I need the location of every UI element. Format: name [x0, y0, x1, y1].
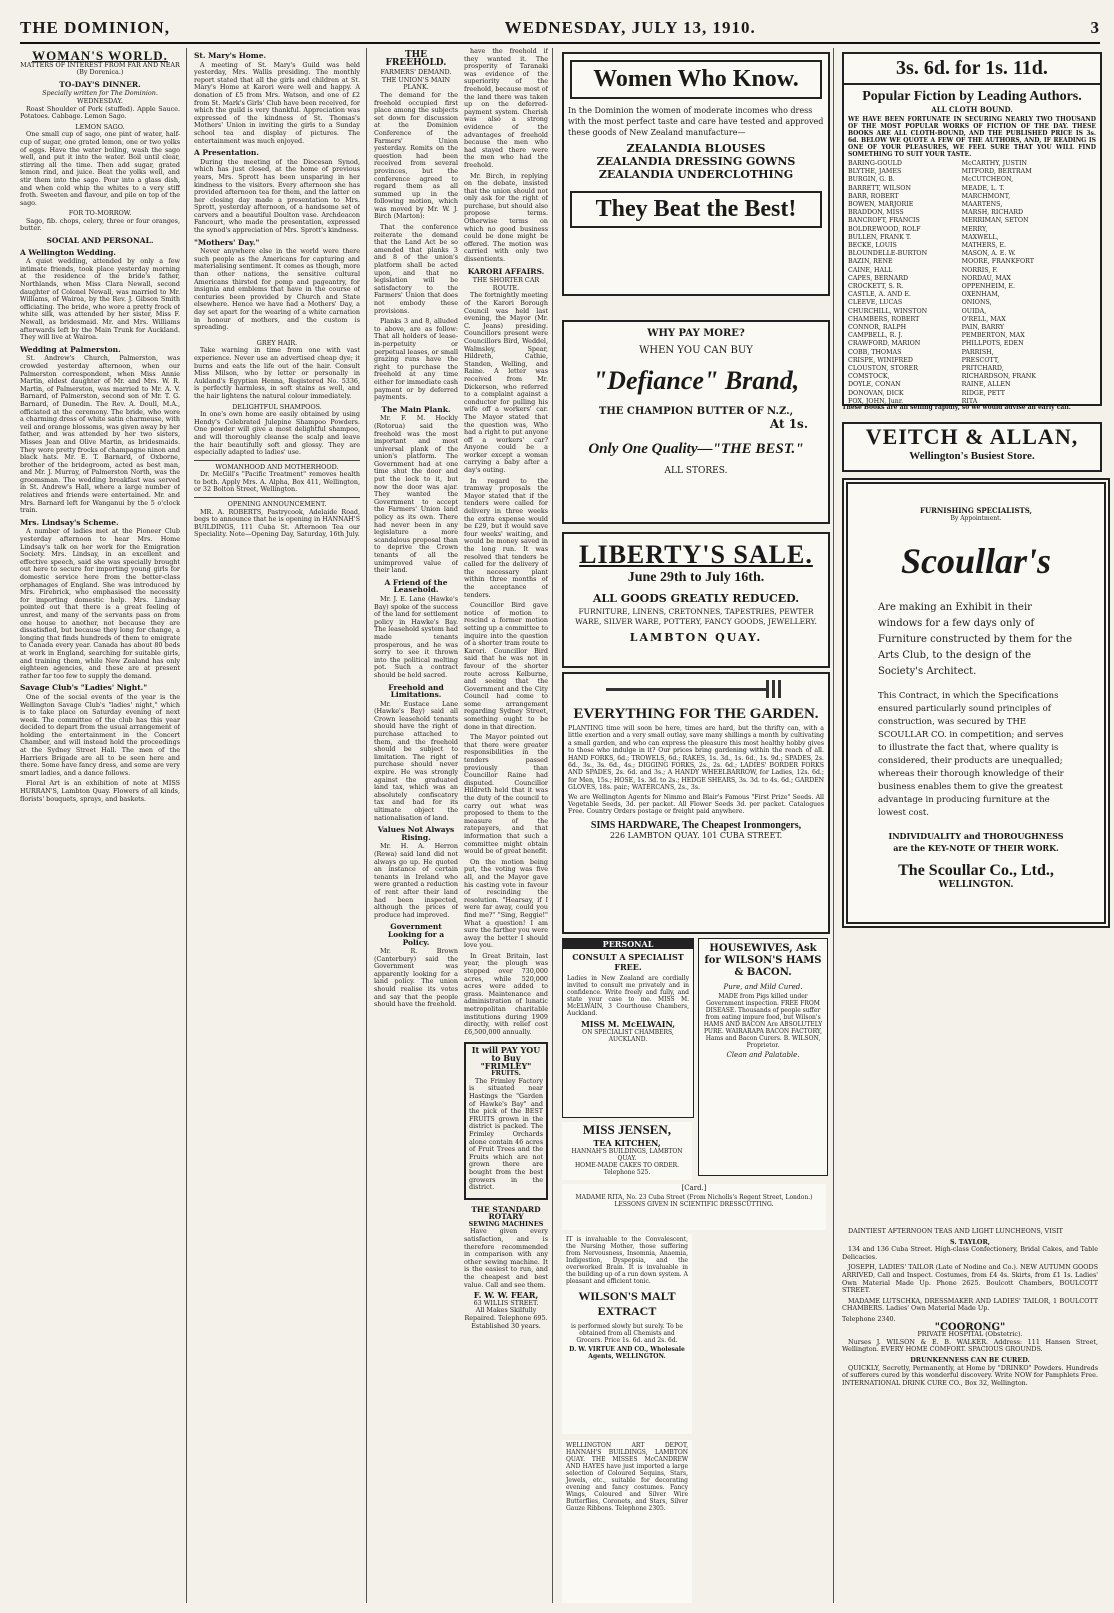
advert-text: Floral Art is an exhibition of note at MISS HURRAN'S, Lambton Quay. Flowers of all kinds, florists' bouquets, sprays, and baskets. [20, 779, 180, 803]
article-text: Mr. F. M. Hockly (Rotorua) said the freehold was the most important and most universal plank of the union's platform. The Government had at one time shut the door and put the lock to it, but now the door was ajar. They wanted the Government to accept the Farmers' Union land policy as its own. There had never been in any legislature a more scandalous proposal than to deprive the Crown tenants of all the unimproved value of their land. [374, 414, 458, 575]
author-name: MEADE, L. T. [961, 184, 1005, 192]
article-text: On the motion being put, the voting was five all, and the Mayor gave his casting vote in favour of rescinding the resolution. "Hearsay, if I were far away, could you find me?" "Sing, Reggie!" What a question! I am sure the farther you were away the better I should love you. [464, 857, 548, 950]
author-name: PEMBERTON, MAX [961, 332, 1025, 340]
author-name: CAINE, HALL [848, 266, 893, 274]
article-text: Mr. H. A. Herron (Rewa) said land did not always go up. He quoted an instance of certain tenants in Ireland who were granted a reduction of rent after their land had been inspected, although the prices of produce had improved. [374, 842, 458, 919]
ad-quality: Only One Quality—"THE BEST." [588, 441, 804, 457]
menu-text: Roast Shoulder of Pork (stuffed). Apple Sauce. Potatoes. Cabbage. Lemon Sago. [20, 104, 180, 121]
column-rule [186, 48, 187, 1603]
author-table [844, 160, 1100, 406]
ad-text: Are making an Exhibit in their windows for a few days only of Furniture constructed by them for the Arts Club, to the design of the Society's Architect. [878, 602, 1073, 677]
ad-text: Ladies in New Zealand are cordially invited to consult me privately and in confidence. Write freely and fully, and state your case to me. MISS M. McELWAIN, 3 Courthouse Chambers, Auckland. [567, 975, 689, 1017]
author-name: MARSH, RICHARD [961, 209, 1024, 217]
author-name: PRITCHARD, [961, 365, 1004, 373]
ad-fiction [842, 52, 1102, 406]
ad-heading: WHY PAY MORE? [647, 328, 745, 339]
ad-subheading: ALL CLOTH BOUND. [931, 105, 1013, 114]
article-text: During the meeting of the Diocesan Synod, which has just closed, at the home of previous years, Mrs. Sprott has been unsparing in her kindness to the visitors. Every afternoon she has provided afternoon tea for them, and the latter on her closing day made a presentation to Mrs. Sprott, yesterday afternoon, of a handsome set of carvers and a beautiful Doulton vase. Archdeacon Fancourt, who made the presentation, expressed the synod's appreciation of Mrs. Sprott's kindness. [194, 157, 360, 235]
ad-veitch-allan [842, 422, 1102, 472]
article-heading: Savage Club's "Ladies' Night." [20, 683, 148, 693]
ad-slogan: They Beat the Best! [570, 191, 822, 228]
author-name: BARING-GOULD [848, 160, 902, 167]
ad-text: In the Dominion the women of moderate incomes who dress with the most perfect taste and care have tested and approved these goods of New Zealand manufacture— [568, 106, 824, 137]
author-name: NORRIS, F. [961, 266, 998, 274]
recipe-heading: LEMON SAGO. [75, 122, 125, 131]
ad-standard-rotary [464, 1206, 548, 1331]
author-name: CAMPBELL, R. J. [848, 332, 903, 340]
ad-name: "COORONG" [934, 1321, 1006, 1333]
author-name: BURGIN, G. B. [848, 176, 895, 184]
article-text: In regard to the tramway proposals the Mayor stated that if the tenders were called for delivery in three weeks the extra expense would be £29, but it would save four weeks' waiting, and would be money saved in the long run. It was resolved that tenders be called for the delivery of the necessary plant within three months of the acceptance of tenders. [464, 476, 548, 599]
article-text: Planks 3 and 8, alluded to above, are as follow: That all holders of lease-in-perpetuity or perpetual leases, or small grazing runs have the right to purchase the freehold at any time either for immediate cash payment or by deferred payments. [374, 317, 458, 402]
author-name: BLOUNDELLE-BURTON [848, 250, 928, 258]
ad-text: We are Wellington Agents for Nimmo and Blair's Famous "First Prize" Seeds. All Vegetable Seeds, 3d. per packet. All Flower Seeds 3d. per packet. Catalogues Free. Country Orders postage or freight paid anywhere. [568, 793, 824, 816]
author-name: CRISPE, WINIFRED [848, 356, 913, 364]
article-text: One of the social events of the year is the Wellington Savage Club's "ladies' night," which is to take place on Saturday evening of next week. The committee of the club has this year decided to depart from the usual arrangement of holding the entertainment in the Concert Chamber, and will instead hold the proceedings at the Sydney Street Hall. The men of the Harriers Brigade are all to be seen here and there. Some have fancy dress, and some are very smart ladies, and a dance follows. [20, 692, 180, 777]
ad-company: The Scoullar Co., Ltd., [898, 862, 1054, 879]
ad-heading: DRUNKENNESS CAN BE CURED. [910, 1355, 1030, 1364]
author-list-right [958, 160, 1100, 406]
article-text: St. Andrew's Church, Palmerston, was crowded yesterday afternoon, when our Palmerston correspondent, when Miss Annie Martin, eldest daughter of Mr. and Mrs. W. R. Martin, of Palmerston, was married to Mr. A. V. Barnard, of Palmerston, second son of Mr. T. G. Barnard, of Dunedin. The Rev. A. Doull, M.A., officiated at the ceremony. The bride, who wore a charming dress of white satin charmeuse, with veil and orange blossoms, was given away by her father, and was attended by her two sisters, Misses Jean and Olive Martin, as bridesmaids. They wore pretty frocks of champagne ninon and black hats. Mr. E. T. Barnard, of Oxborne, brother of the bridegroom, acted as best man, and Mr. J. Murray, of Palmerston North, was the groomsman. The wedding breakfast was served in St. Andrew's Hall, where a large number of relatives and friends were entertained. Mr. and Mrs. Barnard left for Wanganui by the 5 o'clock train. [20, 354, 180, 515]
ad-text: IT is invaluable to the Convalescent, the Nursing Mother, those suffering from Nervousness, Insomnia, Anaemia, Indigestion, Dyspepsia, and the overworked Brain. It is invaluable in the building up of a run down system. A pleasant and efficient tonic. [566, 1236, 688, 1285]
author-name: BRADDON, MISS [848, 209, 904, 217]
author-name: BARRETT, WILSON [848, 184, 911, 192]
ad-rita [562, 1184, 826, 1230]
article-text: In Great Britain, last year, the plough was stepped over 730,000 acres, while 520,000 acres were added to grass. Maintenance and administration of lunatic metropolitan charitable institutions during 1909 directly, with relief cost £6,500,000 annually. [464, 951, 548, 1036]
author-name: RAINE, ALLEN [961, 381, 1011, 389]
column-rule [833, 48, 834, 1603]
ad-text: Have given every satisfaction, and is therefore recommended in comparison with any other sewing machine. It is the easiest to run, and the cheapest and best value. Call and see them. [464, 1227, 548, 1289]
author-name: BECKE, LOUIS [848, 242, 897, 250]
masthead [20, 14, 1100, 44]
ad-line: ZEALANDIA BLOUSES [626, 142, 766, 155]
article-heading: A Friend of the Leasehold. [384, 577, 448, 595]
ad-name: S. TAYLOR, [949, 1237, 991, 1246]
ad-address: 63 WILLIS STREET. [473, 1298, 539, 1307]
ad-subtitle: SEWING MACHINES [468, 1219, 544, 1228]
ad-address: ON SPECIALIST CHAMBERS, AUCKLAND. [582, 1029, 674, 1043]
article-text: The fortnightly meeting of the Karori Borough Council was held last evening, the Mayor (Mr. C. Jeans) presiding. Councillors present were Councillors Bird, Weddel, Walmsley, Spear, Hildreth, Cathie, Standen, Welling, and Raine. A letter was received from Mr. Dickerson, who referred to a complaint against a conductor for pulling his wife off a workers' car. The Mayor stated that the question was, Who had a right to put anyone off a workers' car? Anyone could be a worker except a woman carrying a baby after a day's outing. [464, 291, 548, 475]
column-freehold [374, 48, 458, 1603]
ad-address: 226 LAMBTON QUAY. 101 CUBA STREET. [609, 830, 783, 840]
ad-address: LAMBTON QUAY. [629, 631, 763, 644]
ad-text: MADAME LUTSCHKA, DRESSMAKER AND LADIES' TAILOR, 1 BOULCOTT CHAMBERS. Ladies' Own Material Made Up. [842, 1296, 1098, 1313]
article-heading: KARORI AFFAIRS. [467, 266, 545, 276]
ad-text: All Makes Skilfully Repaired. Telephone 695. Established 30 years. [464, 1306, 548, 1330]
page-number: 3 [1090, 18, 1100, 37]
ad-text: DAINTIEST AFTERNOON TEAS AND LIGHT LUNCHEONS, VISIT [848, 1228, 1063, 1235]
dinner-subheading: Specially written for The Dominion. [42, 89, 158, 98]
author-name: RITA [961, 397, 978, 405]
author-name: FOX, JOHN, Junr. [848, 397, 904, 405]
author-name: BOLDREWOOD, ROLF [848, 225, 921, 233]
article-subtitle: THE SHORTER CAR ROUTE. [472, 276, 540, 292]
column-rule [552, 48, 553, 1603]
ad-scoullar [842, 478, 1110, 928]
author-name: BOWEN, MARJORIE [848, 201, 914, 209]
article-text: A number of ladies met at the Pioneer Club yesterday afternoon to hear Mrs. Home Lindsay's talk on her work for the Emigration Society. Mrs. Lindsay, in an excellent and effective speech, said she was specially brought out here to secure for importing young girls for domestic service here from the better-class orphanages of England. She was introduced by Mrs. Firebrick, who emphasised the necessity for importing domestic help. Mrs. Lindsay pointed out that there is a great feeling of unrest, and many of the servants pass on from one house to another, not because they are dissatisfied, but because they long for change, a longing that finds hundreds of them to emigrate to Canada every year. Canada has about 80 beds at work in England, searching for suitable girls, and training them, while New Zealand has only eighteen agencies, and these are at present rather far too few to supply the demand. [20, 527, 180, 680]
author-name: CLOUSTON, STORER [848, 365, 919, 373]
ad-brand: "Defiance" Brand, [592, 366, 800, 395]
author-name: OUIDA, [961, 307, 987, 315]
author-name: MITFORD, BERTRAM [961, 168, 1032, 176]
section-subtitle: MATTERS OF INTEREST FROM FAR AND NEAR [20, 60, 180, 69]
ad-liberty [562, 532, 830, 668]
column-small-ads [842, 1228, 1098, 1603]
ad-card: [Card.] [681, 1184, 707, 1192]
masthead-left: THE DOMINION, [20, 18, 170, 37]
author-name: MASON, A. E. W. [961, 250, 1016, 258]
ad-jensen [562, 1122, 692, 1180]
author-name: COBB, THOMAS [848, 348, 902, 356]
article-heading: Wedding at Palmerston. [20, 344, 121, 354]
article-text: Mr. R. Brown (Canterbury) said the Government was apparently looking for a land policy. The union should realise its votes and say that the people should have the freehold. [374, 947, 458, 1009]
advert-text: Dr. McGill's "Pacific Treatment" removes health to both. Apply Mrs. A. Alpha, Box 411, Wellington, or 32 Bolton Street, Wellington. [194, 470, 360, 494]
ad-title: HOUSEWIVES, Ask for WILSON'S HAMS & BACON. [704, 943, 822, 978]
article-text: That the conference reiterate the demand that the Land Act be so amended that planks 3 and 8 of the union's platform shall be acted upon, and that no legislation will be satisfactory to the Farmers' Union that does not embody these provisions. [374, 223, 458, 315]
garden-fork-icon [596, 678, 796, 702]
author-name: MATHERS, E. [961, 242, 1007, 250]
author-name: PRESCOTT, [961, 356, 1000, 364]
ad-heading: FURNISHING SPECIALISTS, [920, 506, 1032, 515]
byline: (By Dorenica.) [76, 68, 124, 77]
ad-title: LIBERTY'S SALE. [579, 540, 813, 569]
social-heading: SOCIAL AND PERSONAL. [46, 236, 154, 246]
author-name: CASTLE, A. AND E. [848, 291, 911, 299]
article-text: The demand for the freehold occupied first place among the subjects set down for discussion at the Dominion Conference of the Farmers' Union yesterday. Remits on the question had been received from several provinces, but the conference agreed to regard them as all summed up in the following motion, which was moved by Mr. W. J. Birch (Marton): [374, 90, 458, 221]
ad-subheading: By Appointment. [950, 515, 1002, 522]
article-text: Never anywhere else in the world were there such people as the Americans for capturing and materialising sentiment. It comes as though, more than other nations, the sensitive cultural Americans thirsted for pomp and pageantry, for insignia and emblems that have in the course of centuries been provided by Church and State elsewhere. Hence we have had a Mothers' Day, a day set apart for the wearing of a white carnation in honour of mothers, and the custom is spreading. [194, 247, 360, 332]
author-name: CHAMBERS, ROBERT [848, 315, 920, 323]
ad-city: WELLINGTON. [938, 880, 1014, 890]
author-name: BANCROFT, FRANCIS [848, 217, 920, 225]
author-name: RICHARDSON, FRANK [961, 373, 1036, 381]
ad-heading: Popular Fiction by Leading Authors. [862, 89, 1082, 104]
ad-text: QUICKLY, Secretly, Permanently, at Home by "DRINKO" Powders. Hundreds of sufferers cured by this wonderful discovery. Write NOW for Pamphlets Free. INTERNATIONAL DRINK CURE CO., Box 32, Wellington. [842, 1363, 1098, 1387]
author-list-left [844, 160, 958, 406]
author-name: COMSTOCK, [848, 373, 890, 381]
author-name: BAZIN, RENE [848, 258, 893, 266]
author-name: OXENHAM, [961, 291, 1000, 299]
article-heading: "Mothers' Day." [194, 237, 260, 247]
fiction-footer: These Books are all selling rapidly, so we would advise an early call. [842, 404, 1071, 411]
advert-heading: DELIGHTFUL SHAMPOOS. [232, 402, 322, 411]
author-name: BLYTHE, JAMES [848, 168, 902, 176]
tomorrow-heading: FOR TO-MORROW. [68, 209, 132, 218]
column-social [194, 48, 360, 1603]
article-heading: A Presentation. [194, 148, 259, 158]
author-name: MAARTENS, [961, 201, 1003, 209]
ad-title: Women Who Know. [570, 60, 822, 99]
ad-text: TEA KITCHEN, [593, 1138, 661, 1148]
ad-text: is performed slowly but surely. To be obtained from all Chemists and Grocers. Price 1s. 6d. and 2s. 6d. [571, 1323, 683, 1344]
advert-heading: WOMANHOOD AND MOTHERHOOD. [194, 460, 360, 472]
advert-text: Take warning in time from one with vast experience. Never use an advertised cheap dye; it burns and eats the life out of the hair. Consult Miss Milson, who by letter or personally in Aukland's Egyptian Henna, Registered No. 5336, is perfectly harmless, in soft stains as well, and the hair lightens the natural colour immediately. [194, 346, 360, 400]
ad-title: 3s. 6d. for 1s. 11d. [844, 54, 1100, 85]
ad-title: WILSON'S MALT EXTRACT [578, 1289, 676, 1318]
ad-text: THE CHAMPION BUTTER OF N.Z., [598, 406, 794, 417]
author-name: CROCKETT, S. R. [848, 283, 904, 291]
ad-text: WELLINGTON ART DEPOT, HANNAH'S BUILDINGS, LAMBTON QUAY. THE MISSES McCANDREW AND HAYES have just imported a large selection of Coloured Sequins, Stars, Jewels, etc., suitable for decorating evening and fancy costumes. Fancy Wings, Coloured and Silver Wire Butterflies, Coronets, and Stars, Silver Gauze Ribbons. Telephone 2305. [566, 1442, 688, 1512]
ad-sims-garden [562, 672, 830, 934]
article-text: Mr. J. E. Lane (Hawke's Bay) spoke of the success of the land for settlement policy in Hawke's Bay. The leasehold system had made tenants prosperous, and he was sorry to see it thrown into the political melting pot. Such a contract should be held sacred. [374, 594, 458, 679]
ad-text: FURNITURE, LINENS, CRETONNES, TAPESTRIES, PEWTER WARE, SILVER WARE, POTTERY, FANCY GOODS, JEWELLERY. [575, 607, 817, 626]
article-heading: Mrs. Lindsay's Scheme. [20, 517, 119, 527]
author-name: CLEEVE, LUCAS [848, 299, 903, 307]
author-name: CONNOR, RALPH [848, 324, 907, 332]
column-rule [366, 48, 367, 1603]
ad-price: At 1s. [769, 417, 808, 431]
advert-heading: GREY HAIR. [256, 338, 298, 347]
column-karori [464, 48, 548, 1603]
ad-title: THE STANDARD ROTARY [471, 1204, 541, 1222]
dinner-heading: TO-DAY'S DINNER. [59, 79, 141, 89]
ad-text: HOME-MADE CAKES TO ORDER. Telephone 525. [574, 1162, 680, 1176]
article-heading: Freehold and Limitations. [388, 682, 444, 700]
author-name: NORDAU, MAX [961, 274, 1011, 282]
ad-subtitle: Wellington's Busiest Store. [909, 450, 1035, 462]
author-name: CHURCHILL, WINSTON [848, 307, 928, 315]
ad-side: Clean and Palatable. [726, 1051, 800, 1059]
author-name: MERRY, [961, 225, 988, 233]
advert-heading: OPENING ANNOUNCEMENT. [194, 497, 360, 509]
ad-text: 134 and 136 Cuba Street. High-class Confectionery, Bridal Cakes, and Table Delicacies. [842, 1245, 1098, 1261]
ad-name: MISS JENSEN, [582, 1122, 672, 1137]
ad-text: WE HAVE BEEN FORTUNATE IN SECURING NEARLY TWO THOUSAND OF THE MOST POPULAR WORKS OF FICTION OF THE DAY. THESE BOOKS ARE ALL CLOTH-BOUND, AND THE PUBLISHED PRICE IS 3s. 6d. BELOW WE QUOTE A FEW OF THE AUTHORS, AND, IF READING IS ONE OF YOUR PLEASURES, WE FEEL SURE THAT YOU WILL FIND SOMETHING TO SUIT YOUR TASTE. [848, 116, 1096, 158]
section-title: WOMAN'S WORLD. [32, 48, 168, 63]
article-subtitle: THE UNION'S MAIN PLANK. [381, 75, 451, 92]
ad-title: Scoullar's [900, 541, 1052, 581]
ad-agent: D. W. VIRTUE AND CO., Wholesale Agents, WELLINGTON. [569, 1346, 685, 1360]
ad-text: Nurses J. WILSON & E. B. WALKER. Address: 111 Hansen Street, Wellington. EVERY HOME COMFORT. SPACIOUS GROUNDS. [842, 1337, 1098, 1354]
author-name: McCUTCHEON, [961, 176, 1014, 184]
author-name: PAIN, BARRY [961, 324, 1005, 332]
author-name: PARRISH, [961, 348, 994, 356]
ad-text: MADAME RITA, No. 23 Cuba Street (From Nicholls's Regent Street, London.) LESSONS GIVEN IN SCIENTIFIC DRESSCUTTING. [575, 1194, 813, 1208]
author-name: McCARTHY, JUSTIN [961, 160, 1027, 167]
ad-title: CONSULT A SPECIALIST FREE. [572, 952, 684, 972]
ad-text: This Contract, in which the Specifications ensured particularly sound principles of construction, was secured by THE SCOULLAR CO. in competition; and serves to illustrate the fact that, where quality is considered, their products are unequalled; whereas their thorough knowledge of their business enables them to give the greatest advantage in producing furniture at the lowest cost. [878, 691, 1064, 818]
column-womans-world [20, 48, 180, 1603]
article-title: THE FREEHOLD. [385, 50, 447, 68]
ad-subtitle: FRUITS. [491, 1069, 521, 1078]
article-text: A meeting of St. Mary's Guild was held yesterday, Mrs. Wallis presiding. The monthly report stated that all the girls and children at St. Mary's Home at Karori were well and happy. A donation of £5 from Mrs. Watson, and one of £2 from St. Mark's Girls' Club have been received, for which the guild is very thankful. Appreciation was expressed of the kindness of St. Thomas's Mothers' Union in inviting the girls to a Sunday school tea and display of pictures. The entertainment was much enjoyed. [194, 60, 360, 145]
author-name: DOYLE, CONAN [848, 381, 901, 389]
author-name: MERRIMAN, SETON [961, 217, 1029, 225]
ad-text: INDIVIDUALITY and THOROUGHNESS are the KEY-NOTE OF THEIR WORK. [888, 831, 1064, 853]
author-name: MOORE, FRANKFORT [961, 258, 1034, 266]
author-name: PHILLPOTS, EDEN [961, 340, 1024, 348]
ad-personal [562, 938, 694, 1118]
ad-frimley [464, 1042, 548, 1199]
ad-line: ZEALANDIA UNDERCLOTHING [598, 168, 794, 181]
author-name: ONIONS, [961, 299, 992, 307]
author-name: OPPENHEIM, E. [961, 283, 1016, 291]
article-subtitle: FARMERS' DEMAND. [380, 68, 452, 77]
article-heading: St. Mary's Home. [194, 51, 267, 60]
article-text: Mr. Birch, in replying on the debate, insisted that the union should not only ask for the right of purchase, but should also propose terms. Otherwise terms on which no good business could be done might be offered. The motion was carried with only two dissentients. [464, 171, 548, 264]
ad-name: MISS M. McELWAIN, [580, 1019, 676, 1029]
recipe-text: One small cup of sago, one pint of water, half-cup of sugar, one grated lemon, one or two yolks of eggs. Have the water boiling, wash the sago well, and put it into the water. Boil until clear, stirring all the time. Then add sugar, grated lemon rind, and juice. Beat the yolks well, and stir them into the sago. Pour into a glass dish, and when cold whip the whites to a very stiff froth. Sweeten and flavour, and pile on top of the sago. [20, 130, 180, 207]
article-text: Mr. Eustace Lane (Hawke's Bay) said all Crown leasehold tenants should have the right of purchase attached to them, and the freehold should be subject to limitation. The right of purchase should never expire. He was strongly against the graduated land tax, which was an absolutely confiscatory tax and had for its ultimate object the nationalisation of land. [374, 699, 458, 822]
ad-wilson-hams [698, 938, 828, 1176]
ad-text: Telephone 2340. [842, 1314, 896, 1323]
ad-title: VEITCH & ALLAN, [865, 424, 1079, 449]
ad-text: The Frimley Factory is situated near Hastings the "Garden of Hawke's Bay" and the pick of the BEST FRUITS grown in the district is packed. The Frimley Orchards alone contain 46 acres of Fruit Trees and the Fruits which are not grown there are bought from the best growers in the district. [469, 1076, 543, 1192]
article-heading: Values Not Always Rising. [377, 825, 455, 842]
author-name: BULLEN, FRANK T. [848, 233, 912, 241]
advert-text: MR. A. ROBERTS, Pastrycook, Adelaide Road, begs to announce that he is opening in HANNAH'S BUILDINGS, 111 Cuba St. Afternoon Tea our Speciality. Note—Opening Day, Saturday, 16th July. [194, 507, 360, 539]
author-name: CAPES, BERNARD [848, 274, 909, 282]
advert-text: In one's own home are easily obtained by using Hendy's Celebrated Julepine Shampoo Powders. One powder will give a most delightful shampoo, and will thoroughly cleanse the scalp and leave the hair beautifully soft and glossy. They are especially adapted to ladies' use. [194, 410, 360, 457]
ad-title: EVERYTHING FOR THE GARDEN. [573, 706, 819, 722]
ad-line: ZEALANDIA DRESSING GOWNS [596, 155, 796, 168]
author-name: RIDGE, PETT [961, 389, 1005, 397]
author-name: MAXWELL, [961, 233, 999, 241]
author-name: MARCHMONT, [961, 192, 1011, 200]
ad-defiance [562, 320, 830, 524]
ad-art-depot [562, 1440, 692, 1603]
ad-text: MADE from Pigs killed under Government inspection. FREE FROM DISEASE. Thousands of people suffer from eating impure food, but Wilson's HAMS AND BACON Are ABSOLUTELY PURE. WAIRARAPA BACON FACTORY, Hams and Bacon Curers. B. WILSON, Proprietor. [703, 993, 823, 1049]
ad-heading: PERSONAL [563, 939, 693, 949]
article-text: The Mayor pointed out that there were greater responsibilities in the tenders passed previously than Councillor Raine had disputed. Councillor Hildreth held that it was the duty of the council to carry out what was proposed to them to the measure of the ratepayers, and that information that such a committee might obtain would be of great benefit. [464, 733, 548, 856]
article-heading: The Main Plank. [381, 404, 451, 414]
ad-text: WHEN YOU CAN BUY [639, 345, 753, 356]
day-label: WEDNESDAY. [77, 96, 123, 105]
ad-text: PRIVATE HOSPITAL (Obstetric). [917, 1330, 1023, 1339]
ad-name: SIMS HARDWARE, The Cheapest Ironmongers, [590, 819, 802, 831]
tomorrow-text: Sago, fib. chops, celery, three or four oranges, butter. [20, 216, 180, 233]
article-heading: Government Looking for a Policy. [387, 922, 445, 947]
article-text: have the freehold if they wanted it. The prosperity of Taranaki was evidence of the superiority of the freehold, because most of the land there was taken up on the deferred-payment system. Cherish was also a strong evidence of the advantages of freehold because the men who had stayed there were the men who had the freehold. [464, 48, 548, 169]
author-name: BARR, ROBERT [848, 192, 899, 200]
article-heading: A Wellington Wedding. [20, 247, 117, 257]
article-text: Councillor Bird gave notice of motion to rescind a former motion setting up a committee to inquire into the question of a shorter tram route to Karori. Councillor Bird said that he was not in favour of the shorter route across Kelburne, and seeing that the Government and the City Council had come to some arrangement regarding Sydney Street, something ought to be done in that direction. [464, 601, 548, 731]
ad-address: HANNAH'S BUILDINGS, LAMBTON QUAY. [571, 1148, 683, 1162]
ad-text: PLANTING time will soon be here, times are hard, but the thrifty can, with a little exertion and a very small outlay, save many shillings a month by cultivating a small garden, and who can express the pleasure this most healthy hobby gives to those who indulge in it? Our prices bring gardening within the reach of all. HAND FORKS, 6d.; TROWELS, 6d.; RAKES, 1s. 3d., 1s. 6d., 1s. 9d.; SPADES, 2s. 6d., 3s., 3s. 6d., 4s.; DIGGING FORKS, 2s., 2s. 6d.; LADIES' BORDER FORKS AND SPADES, 2s. 6d. and 3s.; A HANDY WHEELBARROW, for Ladies, 12s. 6d.; for Men, 15s.; HOSE, 1s. 3d. to 2s.; HEDGE SHEARS, 3s. 3d. to 4s. 6d.; GARDEN GLOVES, 18s. pair.; WATERCANS, 2s., 3s. [568, 725, 824, 792]
ad-wilson-malt [562, 1234, 692, 1434]
ad-title: It will PAY YOU to Buy "FRIMLEY" [471, 1045, 541, 1071]
author-name: CRAWFORD, MARION [848, 340, 921, 348]
author-name: O'RELL, MAX [961, 315, 1006, 323]
article-text: A quiet wedding, attended by only a few intimate friends, took place yesterday morning at the residence of the bride's father, Northlands, when Miss Clara Newall, second daughter of Colonel Newall, was married to Mr. Williams, of Wairoa, by the Rev. J. Gibson Smith officiating. The bride, who wore a pretty frock of white silk, was attended by her sister, Miss F. Newall, as bridesmaid. Mr. and Mrs. Williams afterwards left by the Main Trunk for Auckland. They will live at Wairoa. [20, 257, 180, 342]
ad-name: F. W. W. FEAR, [473, 1290, 539, 1301]
ad-dates: June 29th to July 16th. [627, 570, 765, 585]
ad-text: JOSEPH, LADIES' TAILOR (Late of Nodine and Co.). NEW AUTUMN GOODS ARRIVED, Call and Inspect. Costumes, from £4 4s. Skirts, from £1 1s. Ladies' Own Material Made Up. Phone 2625. Boulcott Chambers, BOULCOTT STREET. [842, 1263, 1098, 1295]
ad-stores: ALL STORES. [664, 466, 728, 476]
ad-side: Pure, and Mild Cured. [723, 983, 803, 991]
ad-zealandia [562, 52, 830, 296]
masthead-date: WEDNESDAY, JULY 13, 1910. [504, 18, 756, 37]
ad-text: ALL GOODS GREATLY REDUCED. [592, 592, 800, 605]
author-name: DONOVAN, DICK [848, 389, 904, 397]
